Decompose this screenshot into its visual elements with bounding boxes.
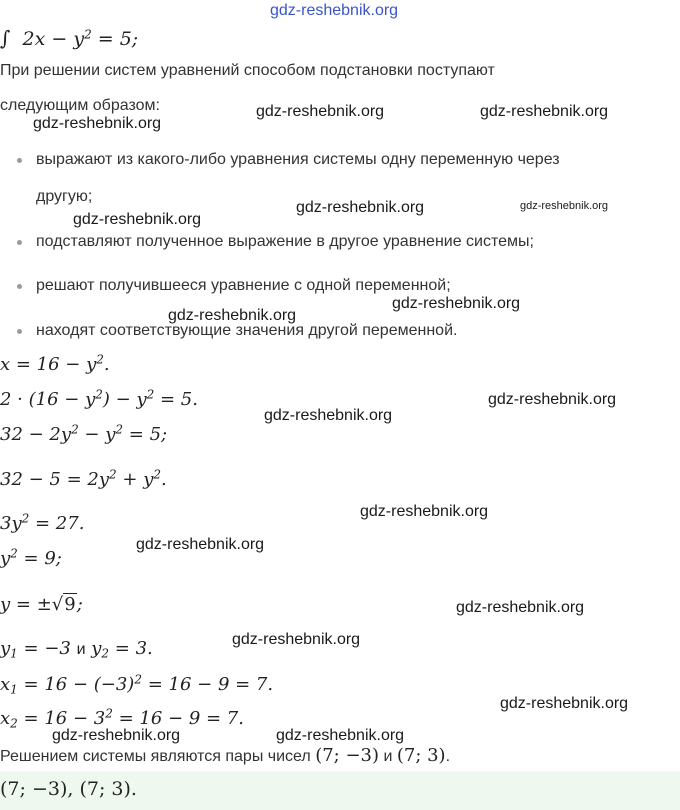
exp: 2 <box>153 467 162 482</box>
expr: = 5; <box>123 424 168 445</box>
expr: 3y <box>0 513 22 534</box>
expr: = 16 − (−3) <box>17 674 135 695</box>
exp: 2 <box>109 467 117 482</box>
watermark-link[interactable]: gdz-reshebnik.org <box>480 103 609 120</box>
intro-line-1: При решении систем уравнений способом подстановки поступают <box>0 62 495 79</box>
expr: y <box>0 548 11 569</box>
solution-line-2 <box>0 389 198 410</box>
watermark-link[interactable]: gdz-reshebnik.org <box>500 695 629 712</box>
watermark-link[interactable]: gdz-reshebnik.org <box>232 631 361 648</box>
answer-box <box>0 771 680 810</box>
expr: 32 − 2y <box>0 424 72 445</box>
expr: y <box>0 638 11 659</box>
expr: x <box>0 674 11 695</box>
subscript: 1 <box>10 646 18 661</box>
watermark-link[interactable]: gdz-reshebnik.org <box>73 211 202 228</box>
watermark-link[interactable]: gdz-reshebnik.org <box>456 599 585 616</box>
watermark-link[interactable]: gdz-reshebnik.org <box>256 103 385 120</box>
exp: 2 <box>10 546 18 561</box>
watermark-link[interactable]: gdz-reshebnik.org <box>392 295 521 312</box>
solution-line-6 <box>0 548 62 569</box>
subscript: 1 <box>10 682 18 697</box>
watermark-link[interactable]: gdz-reshebnik.org <box>168 307 297 324</box>
header-watermark[interactable]: gdz-reshebnik.org <box>270 2 399 19</box>
watermark-link[interactable]: gdz-reshebnik.org <box>136 536 265 553</box>
step-4: находят соответствующие значения другой переменной. <box>36 322 458 339</box>
solution-line-7 <box>0 594 83 615</box>
bullet-dot <box>17 284 22 289</box>
pair-2: (7; 3) <box>396 745 446 766</box>
solution-line-8 <box>0 638 153 659</box>
expr: x <box>0 708 11 729</box>
conclusion-text: Решением системы являются пары чисел <box>0 748 316 765</box>
pair-1: (7; −3) <box>315 745 380 766</box>
expr: x = 16 − y <box>0 354 97 375</box>
answer-text: (7; −3), (7; 3). <box>0 778 137 800</box>
radicand: 9 <box>64 594 76 615</box>
watermark-link[interactable]: gdz-reshebnik.org <box>264 407 393 424</box>
eq-rhs: = 5; <box>91 28 139 50</box>
expr: + y <box>116 469 154 490</box>
exp: 2 <box>95 387 103 402</box>
subscript: 2 <box>101 646 110 661</box>
expr: = 9; <box>17 548 62 569</box>
exp: 2 <box>71 422 79 437</box>
system-equation <box>0 26 138 50</box>
exp: 2 <box>146 387 155 402</box>
bullet-dot <box>17 329 22 334</box>
exp: 2 <box>115 422 124 437</box>
expr: 32 − 5 = 2y <box>0 469 110 490</box>
solution-line-5 <box>0 513 84 534</box>
watermark-link[interactable]: gdz-reshebnik.org <box>488 391 617 408</box>
expr: = 3. <box>109 638 153 659</box>
exp: 2 <box>134 672 142 687</box>
intro-line-2: следующим образом: <box>0 97 160 114</box>
expr: . <box>103 354 110 375</box>
expr: . <box>161 469 167 490</box>
expr: = 16 − 3 <box>17 708 106 729</box>
conjunction: и <box>379 748 397 765</box>
watermark-link[interactable]: gdz-reshebnik.org <box>360 503 489 520</box>
watermark-link[interactable]: gdz-reshebnik.org <box>33 115 162 132</box>
eq-part: 2x − y <box>22 28 85 50</box>
sqrt: √9 <box>51 594 76 615</box>
exp: 2 <box>96 352 104 367</box>
step-2: подставляют полученное выражение в другое уравнение системы; <box>36 233 534 250</box>
solution-line-3 <box>0 424 167 445</box>
solution-line-1 <box>0 354 110 375</box>
expr: y <box>85 638 102 659</box>
expr: = 5. <box>154 389 198 410</box>
expr: ) − y <box>102 389 147 410</box>
solution-line-4 <box>0 469 167 490</box>
expr: 2 · (16 − y <box>0 389 96 410</box>
expr: − y <box>78 424 116 445</box>
watermark-link[interactable]: gdz-reshebnik.org <box>52 727 181 744</box>
exp: 2 <box>21 511 30 526</box>
subscript: 2 <box>10 716 18 731</box>
expr: = 27. <box>29 513 85 534</box>
step-1-line-2: другую; <box>36 188 93 205</box>
expr: y = ± <box>0 594 52 615</box>
solution-line-9 <box>0 674 273 695</box>
integral-sign: ∫ <box>0 26 11 50</box>
expr: = 16 − 9 = 7. <box>141 674 274 695</box>
watermark-link[interactable]: gdz-reshebnik.org <box>520 200 609 212</box>
expr: = 16 − 9 = 7. <box>112 708 244 729</box>
step-3: решают получившееся уравнение с одной переменной; <box>36 277 451 294</box>
bullet-dot <box>17 158 22 163</box>
watermark-link[interactable]: gdz-reshebnik.org <box>276 727 405 744</box>
exp: 2 <box>84 27 92 42</box>
expr: = −3 <box>17 638 77 659</box>
conclusion <box>0 745 450 766</box>
expr: ; <box>76 594 83 615</box>
solution-line-10 <box>0 708 244 729</box>
watermark-link[interactable]: gdz-reshebnik.org <box>296 199 425 216</box>
bullet-dot <box>17 240 22 245</box>
period: . <box>445 748 451 765</box>
conjunction: и <box>76 641 86 658</box>
exp: 2 <box>105 706 113 721</box>
step-1-line-1: выражают из какого-либо уравнения системы одну переменную через <box>36 151 560 168</box>
